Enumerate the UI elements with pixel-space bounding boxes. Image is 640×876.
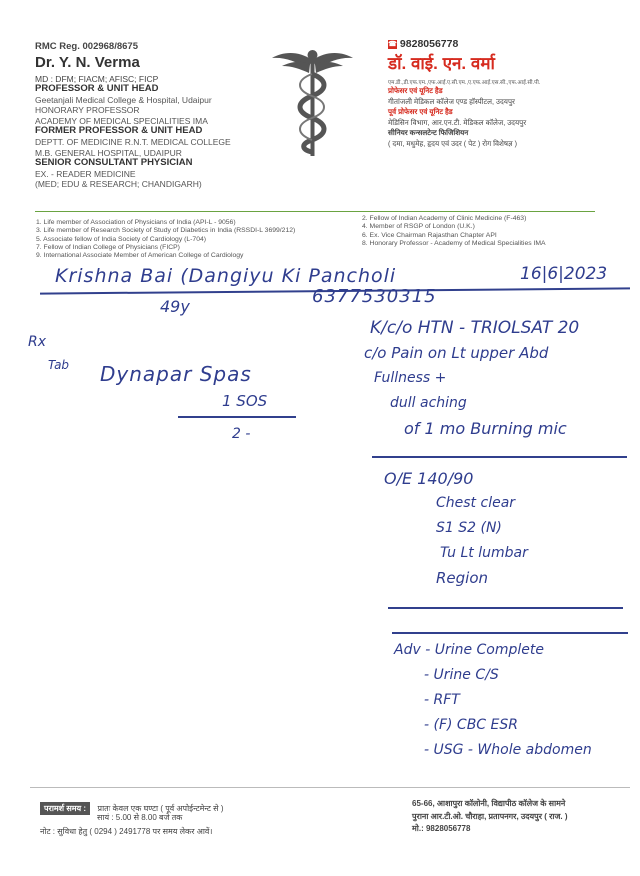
exam-line: O/E 140/90	[384, 469, 474, 488]
address-line-1: 65-66, आशापुरा कॉलोनी, विद्यापीठ कॉलेज के सामने	[412, 799, 566, 808]
tab-prefix: Tab	[48, 358, 70, 372]
drug-name: Dynapar Spas	[100, 362, 252, 386]
credential-line: EX. - READER MEDICINE	[35, 168, 136, 179]
appointment-note: नोट : सुविधा हेतु ( 0294 ) 2491778 पर समय लेकर आवें।	[40, 827, 213, 836]
drug-dose: 1 SOS	[222, 392, 268, 410]
history-line: K/c/o HTN - TRIOLSAT 20	[370, 318, 580, 338]
exam-line: Region	[436, 569, 489, 587]
advice-line: - RFT	[424, 692, 460, 708]
timing-morning: प्रातः केवल एक घण्टा ( पूर्व अपोईन्टमेन्ट से )	[97, 804, 224, 813]
credential-line-hindi: गीतांजली मेडिकल कॉलेज एण्ड हॉस्पीटल, उदयपुर	[388, 96, 515, 106]
dose-underline	[178, 416, 296, 418]
exam-line: Tu Lt lumbar	[440, 545, 528, 561]
header-divider	[35, 211, 595, 212]
doctor-degrees-hindi: एम.डी.,डी.एफ.एम.,एफ.आई.ए.सी.एम.,ए.एफ.आई.एस.सी.,एफ.आई.सी.पी.	[388, 80, 541, 86]
visit-date: 16|6|2023	[520, 264, 608, 284]
doctor-credentials-hindi	[388, 86, 540, 150]
timing-evening: सायं : 5.00 से 8.00 बजे तक	[97, 813, 183, 822]
clinic-address	[412, 798, 568, 836]
credential-line-hindi: सीनियर कन्सलटेन्ट फिजिशियन	[388, 128, 469, 138]
advice-line: - Urine C/S	[424, 667, 499, 683]
patient-age: 49y	[160, 297, 190, 316]
membership-item: 6. Ex. Vice Chairman Rajasthan Chapter API	[362, 231, 497, 239]
doctor-hindi-header	[388, 38, 540, 150]
advice-line: - (F) CBC ESR	[424, 717, 518, 733]
doctor-degrees: MD : DFM; FIACM; AFISC; FICP	[35, 74, 159, 84]
phone-icon: ☎	[388, 40, 397, 48]
clinic-mobile: मो.: 9828056778	[412, 824, 471, 833]
exam-line: Chest clear	[436, 495, 516, 511]
caduceus-logo	[270, 42, 355, 160]
advice-divider	[392, 632, 628, 634]
history-line: c/o Pain on Lt upper Abd	[364, 344, 549, 362]
examination-findings	[384, 466, 528, 591]
exam-line: S1 S2 (N)	[436, 520, 502, 536]
exam-divider	[388, 607, 623, 609]
membership-item: 5. Associate fellow of India Society of Cardiology (L-704)	[36, 235, 207, 243]
doctor-credentials	[35, 84, 231, 190]
footer-divider	[30, 787, 630, 788]
drug-duration: 2 -	[232, 426, 251, 442]
history-line: Fullness +	[374, 370, 447, 386]
membership-item: 1. Life member of Association of Physicians of India (API-L - 9056)	[36, 219, 236, 226]
registration-number: RMC Reg. 002968/8675	[35, 41, 138, 52]
clinical-history	[364, 316, 580, 441]
timing-label: परामर्श समय :	[40, 802, 90, 815]
membership-item: 2. Fellow of Indian Academy of Clinic Medicine (F-463)	[362, 215, 527, 222]
membership-item: 7. Fellow of Indian College of Physicians (FICP)	[36, 243, 180, 251]
patient-phone: 6377530315	[312, 286, 437, 307]
doctor-name-hindi: डॉ. वाई. एन. वर्मा	[388, 54, 495, 73]
membership-item: 8. Honorary Professor - Academy of Medical Specialities IMA	[362, 239, 546, 247]
membership-item: 3. Life member of Research Society of Study of Diabetics in India (RSSDI-L 3699/212)	[36, 227, 296, 235]
credential-line-hindi: ( दमा, मधुमेह, हृदय एवं उदर ( पेट ) रोग विशेषज्ञ )	[388, 138, 518, 148]
doctor-name: Dr. Y. N. Verma	[35, 54, 140, 71]
credential-line-hindi: मेडिसिन विभाग, आर.एन.टी. मेडिकल कॉलेज, उदयपुर	[388, 117, 527, 127]
patient-name: Krishna Bai (Dangiyu Ki Pancholi	[55, 265, 397, 287]
advice-line: - USG - Whole abdomen	[424, 742, 592, 758]
credential-line: DEPTT. OF MEDICINE R.N.T. MEDICAL COLLEGE	[35, 136, 231, 147]
membership-item: 4. Member of RSGP of London (U.K.)	[362, 223, 475, 231]
credential-line-hindi: पूर्व प्रोफेसर एवं यूनिट हैड	[388, 107, 453, 117]
credential-line: HONORARY PROFESSOR	[35, 105, 140, 116]
advice-line: Adv - Urine Complete	[394, 642, 545, 658]
history-divider	[372, 456, 627, 458]
history-line: dull aching	[390, 395, 467, 411]
membership-item: 9. International Associate Member of American College of Cardiology	[36, 252, 244, 260]
credential-line-hindi: प्रोफेसर एवं यूनिट हैड	[388, 86, 443, 95]
history-line: of 1 mo Burning mic	[404, 419, 567, 438]
credential-line: SENIOR CONSULTANT PHYSICIAN	[35, 157, 193, 169]
credential-line: ACADEMY OF MEDICAL SPECIALITIES IMA	[35, 115, 208, 126]
phone-number: 9828056778	[399, 38, 459, 50]
credential-line: Geetanjali Medical College & Hospital, Udaipur	[35, 94, 212, 105]
credential-line: PROFESSOR & UNIT HEAD	[35, 83, 159, 94]
doctor-english-header	[35, 41, 231, 190]
address-line-2: पुराना आर.टी.ओ. चौराहा, प्रतापनगर, उदयपुर ( राज. )	[412, 811, 568, 821]
credential-line: M.B. GENERAL HOSPITAL, UDAIPUR	[35, 147, 182, 158]
memberships-right	[362, 215, 622, 248]
phone-row	[388, 38, 540, 50]
credential-line: FORMER PROFESSOR & UNIT HEAD	[35, 125, 203, 137]
memberships-left	[36, 219, 366, 260]
investigations-advice	[394, 638, 592, 763]
rx-symbol: Rx	[28, 334, 47, 350]
credential-line: (MED; EDU & RESEARCH; CHANDIGARH)	[35, 179, 202, 190]
